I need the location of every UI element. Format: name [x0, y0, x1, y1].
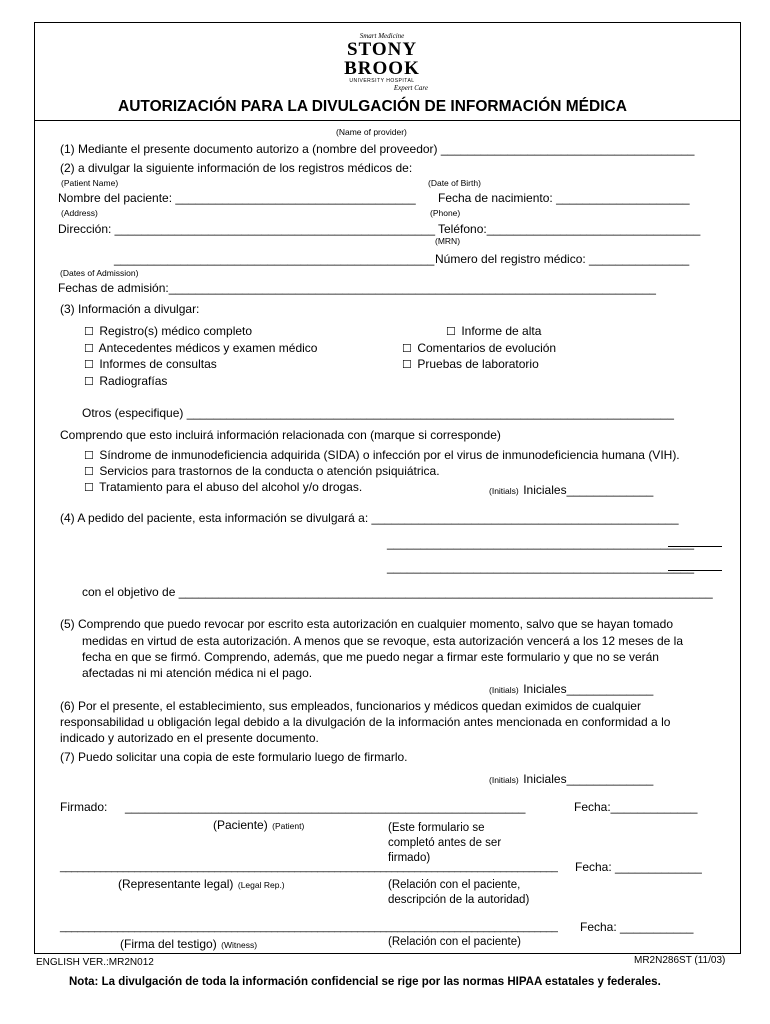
section7-text: (7) Puedo solicitar una copia de este formulario luego de firmarlo.: [60, 750, 408, 764]
patient-name-field[interactable]: Nombre del paciente: ____________________________________: [58, 191, 416, 205]
checkbox-icon: ☐: [402, 359, 412, 371]
provider-hint: (Name of provider): [336, 127, 407, 137]
patient-signature-line[interactable]: ____________________________________________________________: [125, 800, 526, 814]
patient-caption: (Paciente) (Patient): [213, 818, 305, 832]
relation-authority-note: (Relación con el paciente, descripción de la autoridad): [388, 879, 530, 906]
checkbox-aids-hiv[interactable]: ☐ Síndrome de inmunodeficiencia adquirida (SIDA) o infección por el virus de inmunodeficiencia humana (VIH).: [84, 448, 680, 462]
form-code: MR2N286ST (11/03): [634, 955, 726, 966]
address-field[interactable]: Dirección: ________________________________________________: [58, 222, 436, 236]
mrn-hint: (MRN): [435, 236, 461, 246]
provider-field[interactable]: (1) Mediante el presente documento autorizo a (nombre del proveedor) ______________________________________: [60, 142, 695, 156]
checkbox-icon: ☐: [84, 482, 94, 494]
admission-field[interactable]: Fechas de admisión:_________________________________________________________________________: [58, 281, 656, 295]
checkbox-discharge-report[interactable]: ☐ Informe de alta: [446, 324, 542, 338]
section5-line-2: medidas en virtud de esta autorización. A menos que se revoque, esta autorización vencerá a los 12 meses de la: [82, 634, 684, 648]
stony-brook-logo: [330, 32, 434, 94]
completed-note: (Este formulario se completó antes de ser firmado): [388, 822, 502, 864]
checkbox-full-record[interactable]: ☐ Registro(s) médico completo: [84, 324, 253, 338]
section6-line-3: indicado y autorizado en el presente documento.: [60, 731, 319, 745]
checkbox-psychiatric[interactable]: ☐ Servicios para trastornos de la conducta o atención psiquiátrica.: [84, 464, 440, 478]
logo-hospital: UNIVERSITY HOSPITAL: [349, 78, 415, 84]
checkbox-substance-abuse[interactable]: ☐ Tratamiento para el abuso del alcohol y/o drogas.: [84, 480, 363, 494]
section5-line-3: fecha en que se firmó. Comprendo, además, que me puedo negar a firmar este formulario y que no se verán: [82, 650, 659, 664]
initials-field-3[interactable]: (Initials) Iniciales_____________: [489, 772, 654, 786]
initials-field-1[interactable]: (Initials) Iniciales_____________: [489, 483, 654, 497]
checkbox-icon: ☐: [84, 376, 94, 388]
address-line-2[interactable]: ________________________________________________: [114, 252, 435, 266]
underline-bar: [668, 546, 722, 547]
section5-line-1: (5) Comprendo que puedo revocar por escrito esta autorización en cualquier momento, salvo que se hayan tomado: [60, 617, 674, 631]
understand-text: Comprendo que esto incluirá información relacionada con (marque si corresponde): [60, 428, 501, 442]
checkbox-lab-tests[interactable]: ☐ Pruebas de laboratorio: [402, 357, 539, 371]
dob-hint: (Date of Birth): [428, 178, 481, 188]
mrn-field[interactable]: Número del registro médico: _______________: [435, 252, 690, 266]
section6-line-1: (6) Por el presente, el establecimiento, sus empleados, funcionarios y médicos quedan eximidos de cualquier: [60, 699, 641, 713]
checkbox-icon: ☐: [446, 326, 456, 338]
patient-name-hint: (Patient Name): [61, 178, 119, 188]
checkbox-icon: ☐: [84, 450, 94, 462]
date-field-3[interactable]: Fecha: ___________: [580, 920, 694, 934]
checkbox-icon: ☐: [84, 343, 94, 355]
recipient-line-3[interactable]: ______________________________________________: [387, 560, 694, 574]
address-hint: (Address): [61, 208, 98, 218]
checkbox-icon: ☐: [84, 359, 94, 371]
signed-label: Firmado:: [60, 800, 108, 814]
section6-line-2: responsabilidad u obligación legal debido a la divulgación de la información antes mencionada en conformidad a lo: [60, 715, 671, 729]
date-field-1[interactable]: Fecha:_____________: [574, 800, 698, 814]
witness-relation-note: (Relación con el paciente): [388, 936, 521, 948]
other-field[interactable]: Otros (especifique) _________________________________________________________________________: [82, 406, 674, 420]
underline-bar: [668, 570, 722, 571]
checkbox-progress-notes[interactable]: ☐ Comentarios de evolución: [402, 341, 557, 355]
checkbox-icon: ☐: [84, 326, 94, 338]
logo-line-brook: BROOK: [344, 58, 420, 79]
legal-rep-signature-line[interactable]: _______________________________________________________________________________________: [60, 861, 558, 873]
phone-hint: (Phone): [430, 208, 461, 218]
recipient-line-2[interactable]: ______________________________________________: [387, 536, 694, 550]
dob-field[interactable]: Fecha de nacimiento: ____________________: [438, 191, 690, 205]
title-divider: [34, 120, 741, 121]
hipaa-note: Nota: La divulgación de toda la información confidencial se rige por las normas HIPAA estatales y federales.: [69, 976, 661, 988]
recipient-field[interactable]: (4) A pedido del paciente, esta información se divulgará a: ______________________________________________: [60, 511, 679, 525]
checkbox-history-exam[interactable]: ☐ Antecedentes médicos y examen médico: [84, 341, 318, 355]
section5-line-4: afectadas ni mi atención médica ni el pago.: [82, 666, 313, 680]
page-title: AUTORIZACIÓN PARA LA DIVULGACIÓN DE INFORMACIÓN MÉDICA: [118, 98, 627, 115]
checkbox-icon: ☐: [402, 343, 412, 355]
logo-line-stony: STONY: [346, 39, 418, 60]
logo-motto: Expert Care: [393, 84, 428, 92]
checkbox-xrays[interactable]: ☐ Radiografías: [84, 374, 168, 388]
admission-hint: (Dates of Admission): [60, 268, 139, 278]
legal-rep-caption: (Representante legal) (Legal Rep.): [118, 877, 285, 891]
initials-field-2[interactable]: (Initials) Iniciales_____________: [489, 682, 654, 696]
date-field-2[interactable]: Fecha: _____________: [575, 860, 702, 874]
logo-tagline: Smart Medicine: [359, 32, 405, 40]
purpose-field[interactable]: con el objetivo de ________________________________________________________________________________: [82, 585, 713, 599]
checkbox-icon: ☐: [84, 466, 94, 478]
section3-text: (3) Información a divulgar:: [60, 302, 200, 316]
witness-signature-line[interactable]: _______________________________________________________________________________________: [60, 921, 558, 933]
english-version: ENGLISH VER.:MR2N012: [36, 957, 154, 968]
phone-field[interactable]: Teléfono:________________________________: [438, 222, 701, 236]
witness-caption: (Firma del testigo) (Witness): [120, 937, 258, 951]
checkbox-consult-reports[interactable]: ☐ Informes de consultas: [84, 357, 217, 371]
section2-text: (2) a divulgar la siguiente información de los registros médicos de:: [60, 161, 413, 175]
